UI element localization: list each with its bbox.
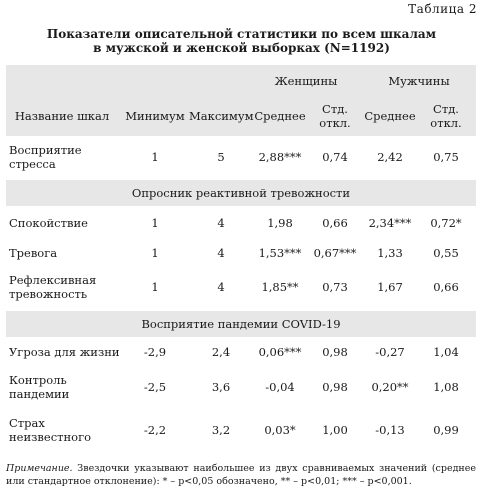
header-men-mean: Среднее bbox=[364, 109, 416, 123]
note-text: Звездочки указывают наибольшее из двух сравниваемых значений (среднее или стандартное отклонение): * – p<0,05 обозначено, ** – p<0,01; *** – p<0,001. bbox=[6, 463, 476, 487]
row-men-sd: 1,04 bbox=[433, 345, 459, 359]
row-men-sd: 0,75 bbox=[433, 150, 459, 164]
row-women-sd: 0,67*** bbox=[313, 246, 357, 260]
row-men-sd: 0,72* bbox=[430, 216, 462, 230]
row-women-sd: 1,00 bbox=[322, 423, 348, 437]
row-min: -2,5 bbox=[143, 380, 167, 394]
row-min: 1 bbox=[151, 150, 159, 164]
table-header bbox=[6, 65, 476, 136]
row-label: Тревога bbox=[9, 246, 58, 260]
section-header bbox=[6, 180, 476, 206]
table-note bbox=[6, 462, 476, 488]
row-men-mean: 0,20** bbox=[371, 380, 409, 394]
header-men: Мужчины bbox=[388, 74, 450, 88]
row-label: Контроль пандемии bbox=[9, 373, 70, 401]
row-men-sd: 0,99 bbox=[433, 423, 459, 437]
header-min: Минимум bbox=[125, 109, 185, 123]
row-max: 4 bbox=[217, 246, 225, 260]
row-men-mean: 2,42 bbox=[377, 150, 403, 164]
row-max: 2,4 bbox=[211, 345, 231, 359]
table-row bbox=[6, 269, 476, 310]
header-women-sd: Стд. откл. bbox=[319, 102, 351, 130]
section-header bbox=[6, 311, 476, 337]
row-label: Страх неизвестного bbox=[9, 416, 92, 444]
row-label: Угроза для жизни bbox=[9, 345, 120, 359]
row-max: 4 bbox=[217, 216, 225, 230]
table-row bbox=[6, 239, 476, 269]
table-number: Таблица 2 bbox=[408, 2, 477, 16]
row-women-mean: 1,53*** bbox=[258, 246, 302, 260]
table-row bbox=[6, 337, 476, 368]
row-women-mean: 1,98 bbox=[267, 216, 293, 230]
row-women-sd: 0,98 bbox=[322, 380, 348, 394]
row-min: -2,2 bbox=[143, 423, 167, 437]
row-men-sd: 1,08 bbox=[433, 380, 459, 394]
row-women-mean: 0,06*** bbox=[258, 345, 302, 359]
header-max: Максимум bbox=[189, 109, 254, 123]
header-scale-name: Название шкал bbox=[14, 109, 110, 123]
row-men-mean: -0,13 bbox=[375, 423, 405, 437]
table-row bbox=[6, 368, 476, 409]
table-row bbox=[6, 207, 476, 239]
row-label: Рефлексивная тревожность bbox=[9, 273, 97, 301]
table-caption-line-1: Показатели описательной статистики по всем шкалам bbox=[46, 27, 437, 41]
row-max: 3,6 bbox=[211, 380, 231, 394]
row-min: 1 bbox=[151, 216, 159, 230]
row-min: 1 bbox=[151, 280, 159, 294]
table-caption-line-2: в мужской и женской выборках (N=1192) bbox=[93, 41, 390, 55]
row-label: Восприятие стресса bbox=[9, 143, 82, 171]
section-title: Опросник реактивной тревожности bbox=[131, 186, 351, 200]
row-label: Спокойствие bbox=[9, 216, 88, 230]
row-max: 3,2 bbox=[211, 423, 231, 437]
row-women-sd: 0,98 bbox=[322, 345, 348, 359]
header-men-sd: Стд. откл. bbox=[430, 102, 462, 130]
row-women-mean: 0,03* bbox=[264, 423, 296, 437]
row-max: 4 bbox=[217, 280, 225, 294]
row-min: -2,9 bbox=[143, 345, 167, 359]
header-women: Женщины bbox=[274, 74, 338, 88]
note-label: Примечание. bbox=[6, 463, 73, 474]
row-men-sd: 0,66 bbox=[433, 280, 459, 294]
row-women-sd: 0,74 bbox=[322, 150, 348, 164]
row-women-mean: 1,85** bbox=[261, 280, 299, 294]
row-women-sd: 0,73 bbox=[322, 280, 348, 294]
row-men-sd: 0,55 bbox=[433, 246, 459, 260]
section-title: Восприятие пандемии COVID-19 bbox=[141, 317, 341, 331]
row-women-mean: -0,04 bbox=[265, 380, 295, 394]
table-row bbox=[6, 409, 476, 451]
row-men-mean: 1,33 bbox=[377, 246, 403, 260]
row-men-mean: 1,67 bbox=[377, 280, 403, 294]
row-women-sd: 0,66 bbox=[322, 216, 348, 230]
row-men-mean: -0,27 bbox=[375, 345, 405, 359]
row-women-mean: 2,88*** bbox=[258, 150, 302, 164]
row-min: 1 bbox=[151, 246, 159, 260]
row-men-mean: 2,34*** bbox=[368, 216, 412, 230]
header-women-mean: Среднее bbox=[254, 109, 306, 123]
table-row bbox=[6, 136, 476, 178]
row-max: 5 bbox=[217, 150, 225, 164]
